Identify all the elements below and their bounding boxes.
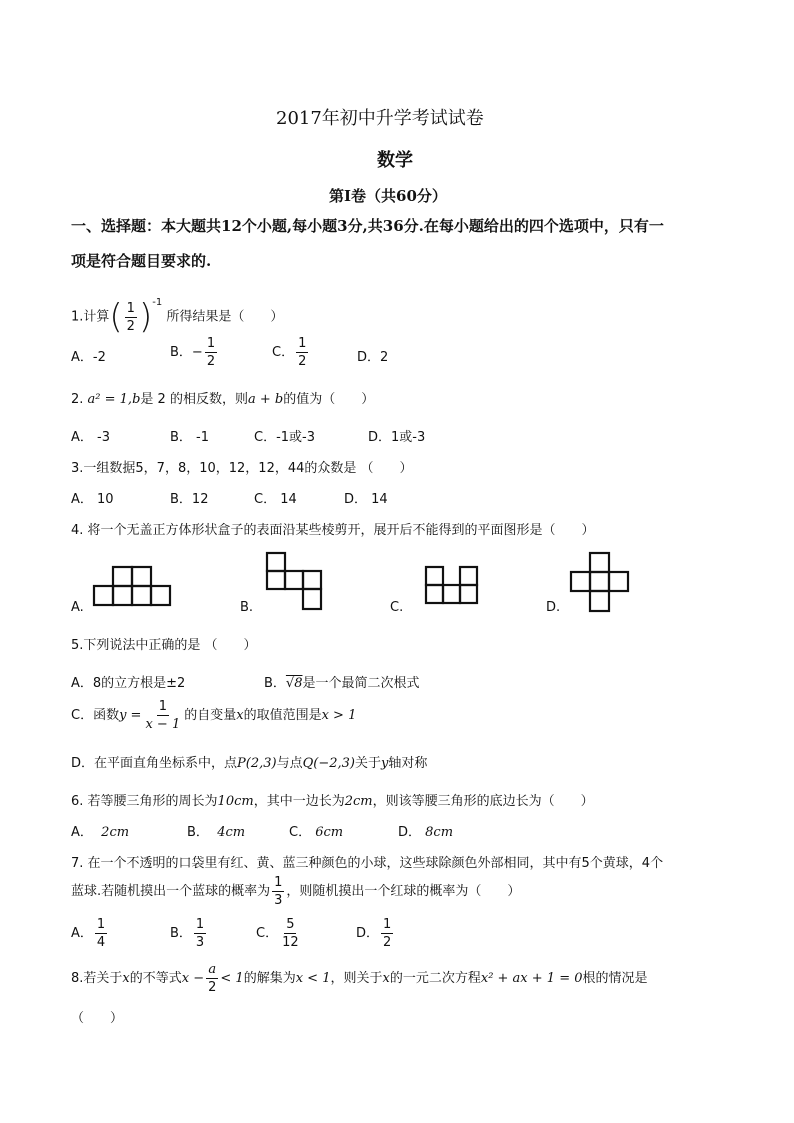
q1-option-b[interactable]: B．− $\frac{1}{2}$: [170, 336, 216, 369]
q1-paren-open: (: [109, 297, 123, 337]
q1-exponent: -1: [152, 297, 163, 309]
question-8: 8.若关于x的不等式x − $\frac{a}{2}$ < 1的解集为x < 1，则关于x的一元二次方程x² + ax + 1 = 0根的情况是: [71, 962, 648, 995]
section-instruction-2: 项是符合题目要求的.: [71, 252, 212, 270]
cube-net-d-icon: [566, 550, 636, 616]
q1-option-a[interactable]: A．-2: [71, 350, 106, 365]
q7-option-d[interactable]: D． $\frac{1}{2}$: [356, 917, 392, 950]
q7-option-a[interactable]: A． $\frac{1}{4}$: [71, 917, 106, 950]
cube-net-b-icon: [262, 550, 328, 614]
q4-option-a[interactable]: A.: [71, 600, 84, 615]
q6-option-b[interactable]: B． 4cm: [187, 825, 246, 840]
cube-net-a-icon: [92, 562, 174, 608]
q6-option-c[interactable]: C． 6cm: [289, 825, 344, 840]
q3-option-b[interactable]: B．12: [170, 492, 209, 507]
q3-option-c[interactable]: C． 14: [254, 492, 297, 507]
question-5: 5.下列说法中正确的是 （ ）: [71, 638, 257, 653]
q2-math-2: a + b: [247, 392, 284, 407]
q1-prefix: 1.计算: [71, 309, 110, 325]
q2-math-1: a² = 1,b: [87, 392, 141, 407]
q2-option-b[interactable]: B． -1: [170, 430, 210, 445]
sqrt-8: √8: [285, 676, 303, 691]
question-3: 3.一组数据5，7，8，10，12，12，44的众数是 （ ）: [71, 461, 413, 476]
question-6: 6. 若等腰三角形的周长为10cm，其中一边长为2cm，则该等腰三角形的底边长为（ ）: [71, 794, 594, 809]
q3-option-a[interactable]: A． 10: [71, 492, 114, 507]
subject-title: 数学: [377, 150, 413, 171]
q5-option-d[interactable]: D．在平面直角坐标系中，点P(2,3)与点Q(−2,3)关于y轴对称: [71, 756, 428, 771]
q5-option-b[interactable]: B．√8是一个最简二次根式: [264, 676, 420, 691]
q6-option-d[interactable]: D． 8cm: [398, 825, 454, 840]
q5-option-a[interactable]: A．8的立方根是±2: [71, 676, 186, 691]
q1-option-d[interactable]: D．2: [357, 350, 389, 365]
q1-option-c[interactable]: C． $\frac{1}{2}$: [272, 336, 307, 369]
question-7-line-2: 蓝球.若随机摸出一个蓝球的概率为 $\frac{1}{3}$ ，则随机摸出一个红球的概率为（ ）: [71, 875, 521, 908]
question-4: 4. 将一个无盖正方体形状盒子的表面沿某些棱剪开，展开后不能得到的平面图形是（ ）: [71, 523, 595, 538]
q2-option-d[interactable]: D．1或-3: [368, 430, 426, 445]
q2-option-a[interactable]: A． -3: [71, 430, 110, 445]
cube-net-c-icon: [422, 562, 482, 608]
exam-title: 2017年初中升学考试试卷: [276, 108, 484, 129]
q4-option-c[interactable]: C.: [390, 600, 404, 615]
q7-option-b[interactable]: B． $\frac{1}{3}$: [170, 917, 205, 950]
q4-option-b[interactable]: B.: [240, 600, 254, 615]
q3-option-d[interactable]: D． 14: [344, 492, 388, 507]
question-2: 2. a² = 1,b是 2 的相反数，则a + b的值为（ ）: [71, 392, 375, 407]
q4-option-d[interactable]: D.: [546, 600, 561, 615]
part-title: 第I卷（共60分）: [329, 187, 447, 205]
q2-option-c[interactable]: C．-1或-3: [254, 430, 316, 445]
q6-option-a[interactable]: A． 2cm: [71, 825, 130, 840]
section-instruction-1: 一、选择题：本大题共12个小题,每小题3分,共36分.在每小题给出的四个选项中，只有一: [71, 217, 664, 235]
q1-suffix: 所得结果是（ ）: [166, 309, 284, 325]
question-7-line-1: 7. 在一个不透明的口袋里有红、黄、蓝三种颜色的小球，这些球除颜色外部相同，其中有5个黄球，4个: [71, 856, 664, 871]
question-1: [71, 297, 284, 337]
question-8-answer-paren: （ ）: [71, 1011, 124, 1026]
q5-option-c[interactable]: C．函数y = $\frac{1}{x - 1}$ 的自变量x的取值范围是x > 1: [71, 699, 357, 732]
q7-option-c[interactable]: C． $\frac{5}{12}$: [256, 917, 299, 950]
q1-paren-close: ): [138, 297, 153, 337]
q1-fraction: $\frac{1}{2}$: [126, 300, 135, 334]
